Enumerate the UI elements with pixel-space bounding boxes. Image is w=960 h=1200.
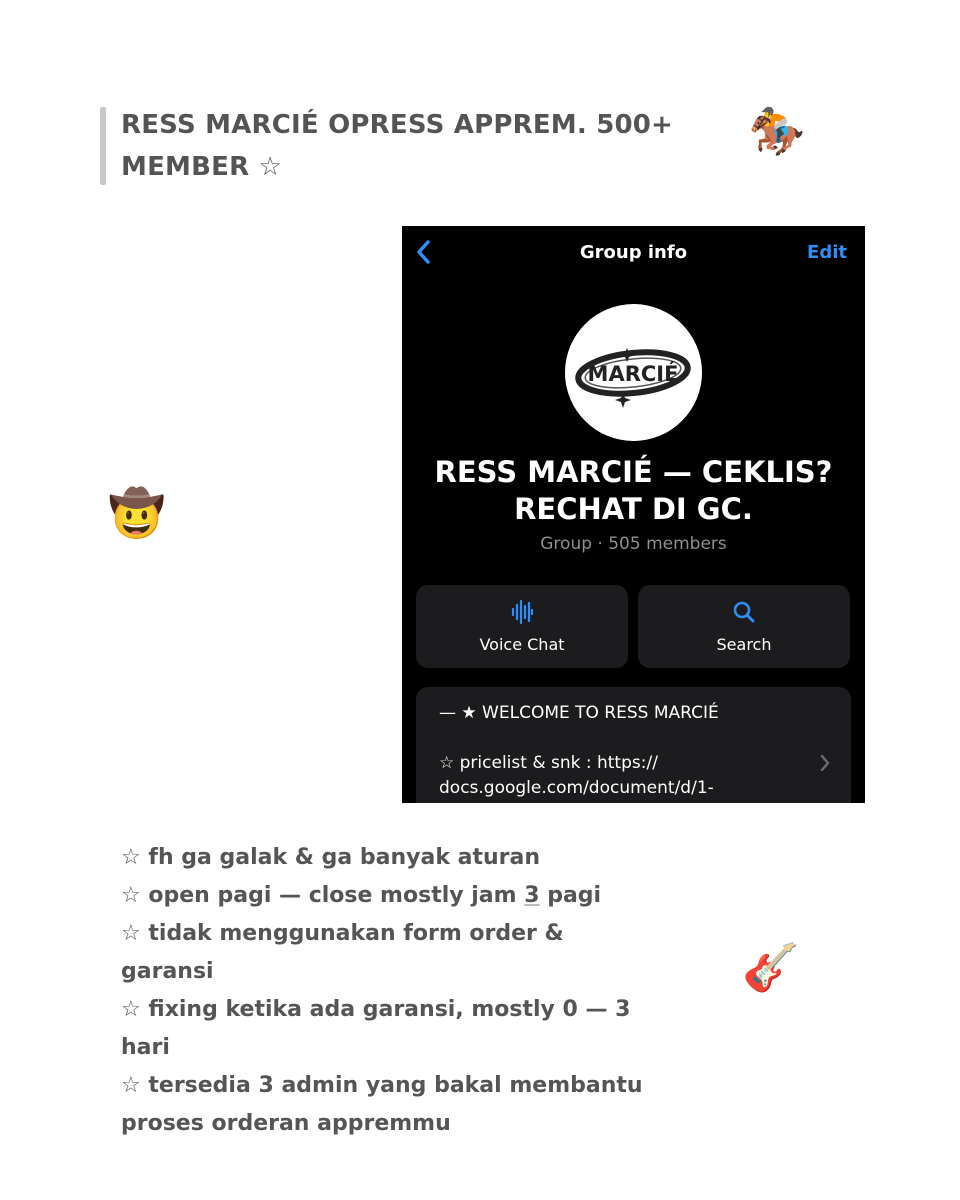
description-line1: — ★ WELCOME TO RESS MARCIÉ — [439, 703, 719, 723]
group-name — [402, 454, 865, 528]
quote-bar — [100, 107, 106, 185]
voice-chat-button[interactable] — [416, 585, 628, 668]
cowboy-emoji: 🤠 — [108, 486, 166, 540]
post-body — [121, 839, 661, 1143]
waveform-icon — [416, 599, 628, 625]
search-icon — [638, 599, 850, 625]
point-1: ☆ fh ga galak & ga banyak aturan — [121, 845, 541, 870]
point-3: ☆ tidak menggunakan form order & garansi — [121, 921, 564, 984]
voice-chat-label: Voice Chat — [479, 635, 565, 654]
svg-text:MARCIÉ: MARCIÉ — [587, 362, 679, 386]
description-line2: ☆ pricelist & snk : https:// — [439, 753, 658, 773]
group-subtitle: Group · 505 members — [540, 534, 727, 554]
point-2: ☆ open pagi — close mostly jam 3 pagi — [121, 883, 602, 908]
horse-emoji: 🏇 — [748, 104, 806, 158]
point-5-cont: proses orderan appremmu — [121, 1111, 451, 1136]
point-5: ☆ tersedia 3 admin yang bakal membantu — [121, 1073, 643, 1098]
description-line3: docs.google.com/document/d/1- — [439, 778, 714, 798]
search-button[interactable] — [638, 585, 850, 668]
marcie-logo — [565, 304, 702, 441]
point-4: ☆ fixing ketika ada garansi, mostly 0 — 3 — [121, 997, 631, 1022]
chevron-right-icon — [819, 753, 831, 773]
point-4-cont: hari — [121, 1035, 170, 1060]
group-name-line2: RECHAT DI GC. — [514, 492, 753, 526]
search-label: Search — [716, 635, 772, 654]
edit-button[interactable]: Edit — [807, 242, 847, 263]
post-heading: RESS MARCIÉ OPRESS APPREM. 500+ MEMBER ☆ — [121, 110, 674, 182]
group-description[interactable] — [416, 687, 851, 803]
group-info-screenshot — [402, 226, 865, 803]
nav-title: Group info — [579, 242, 688, 263]
guitar-emoji: 🎸 — [742, 940, 800, 994]
group-name-line1: RESS MARCIÉ — CEKLIS? — [434, 455, 833, 489]
group-avatar[interactable] — [565, 304, 702, 441]
description-link[interactable] — [439, 751, 799, 801]
